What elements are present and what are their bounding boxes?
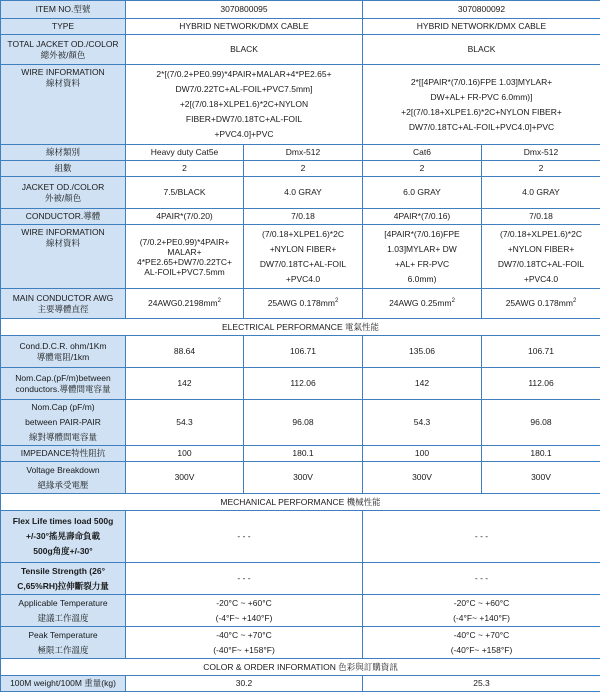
flex-life-label: [1, 511, 126, 563]
voltage-row: [1, 462, 600, 494]
impedance-c3: 100: [363, 446, 482, 462]
peak-temp-label-line: 極限工作溫度: [37, 644, 89, 655]
sub-wire-c4-line: +PVC4.0: [523, 273, 559, 284]
pair-cap-label-line: between PAIR-PAIR: [25, 417, 101, 427]
sub-jacket-c1: 7.5/BLACK: [126, 177, 244, 209]
wire-info-label-zh: 線材資料: [45, 78, 80, 88]
category-c1: Heavy duty Cat5e: [126, 145, 244, 161]
pair-cap-row: [1, 400, 600, 446]
flex-life-label-line: +/-30°搖晃壽命負載: [25, 531, 100, 541]
applicable-temp-col1-line: (-4°F~ +140°F): [215, 612, 273, 623]
groups-c3: 2: [363, 161, 482, 177]
awg-c1-value: 24AWG0.2198mm: [148, 298, 218, 308]
item-no-col2: 3070800092: [363, 1, 600, 19]
applicable-temp-col2-line: (-4°F~ +140°F): [453, 612, 510, 623]
item-no-row: [1, 1, 600, 19]
wire-info-row: [1, 65, 600, 145]
pair-cap-c3: 54.3: [363, 400, 482, 446]
applicable-temp-col1-line: -20°C ~ +60°C: [216, 597, 272, 608]
impedance-c4: 180.1: [482, 446, 600, 462]
peak-temp-col1: [126, 627, 363, 659]
tensile-label-line: C,65%RH)拉伸斷裂力量: [17, 580, 109, 591]
applicable-temp-col2: [363, 595, 600, 627]
tensile-label: [1, 563, 126, 595]
nomcap-c4: 112.06: [482, 368, 600, 400]
wire-info-col2-line: DW7/0.18TC+AL-FOIL+PVC4.0]+PVC: [408, 121, 555, 132]
applicable-temp-label: [1, 595, 126, 627]
conductor-row: [1, 209, 600, 225]
sub-wire-c3-line: +AL+ FR-PVC: [394, 258, 450, 269]
peak-temp-label: [1, 627, 126, 659]
impedance-label: IMPEDANCE特性阻抗: [1, 446, 126, 462]
wire-info-col1-line: +2[(7/0.18+XLPE1.6)*2C+NYLON: [179, 99, 309, 109]
dcr-c4: 106.71: [482, 336, 600, 368]
sub-wire-c4: [482, 225, 600, 289]
dcr-row: [1, 336, 600, 368]
awg-row: [1, 289, 600, 319]
sub-wire-c3-line: 1.03]MYLAR+ DW: [387, 243, 457, 254]
sub-wire-label: [1, 225, 126, 289]
applicable-temp-col2-line: -20°C ~ +60°C: [453, 597, 510, 608]
groups-c1: 2: [126, 161, 244, 177]
jacket-col1: BLACK: [126, 35, 363, 65]
awg-c3-sup: 2: [451, 298, 455, 305]
nomcap-c1: 142: [126, 368, 244, 400]
peak-temp-row: [1, 627, 600, 659]
pair-cap-c1: 54.3: [126, 400, 244, 446]
sub-wire-c2: [244, 225, 363, 289]
order-section-title: COLOR & ORDER INFORMATION 色彩與訂購資訊: [1, 659, 600, 676]
flex-life-label-line: 500g角度+/-30°: [33, 546, 93, 556]
wire-info-col1-line: 2*[(7/0.2+PE0.99)*4PAIR+MALAR+4*PE2.65+: [156, 69, 332, 79]
sub-wire-c2-line: (7/0.18+XLPE1.6)*2C: [262, 228, 344, 239]
conductor-c1: 4PAIR*(7/0.20): [126, 209, 244, 225]
sub-wire-c4-line: (7/0.18+XLPE1.6)*2C: [500, 228, 582, 239]
dcr-c3: 135.06: [363, 336, 482, 368]
awg-c4: [482, 289, 600, 319]
wire-info-col2: [363, 65, 600, 145]
voltage-label-line: 絕緣承受電壓: [37, 479, 89, 490]
flex-life-row: [1, 511, 600, 563]
sub-wire-c2-line: +NYLON FIBER+: [269, 243, 337, 254]
type-col2: HYBRID NETWORK/DMX CABLE: [363, 19, 600, 35]
jacket-label: [1, 35, 126, 65]
sub-wire-label-zh: 線材資料: [45, 238, 80, 248]
pair-cap-label-line: Nom.Cap (pF/m): [31, 402, 95, 412]
groups-label: 組數: [1, 161, 126, 177]
item-no-col1: 3070800095: [126, 1, 363, 19]
type-row: [1, 19, 600, 35]
sub-wire-c3-line: 6.0mm): [407, 273, 437, 284]
sub-jacket-label-zh: 外被/顏色: [44, 192, 82, 203]
sub-wire-c4-line: +NYLON FIBER+: [507, 243, 575, 254]
awg-c2: [244, 289, 363, 319]
order-header-row: [1, 659, 600, 676]
nomcap-label-line: Nom.Cap.(pF/m)between: [15, 372, 111, 383]
sub-wire-c1: [126, 225, 244, 289]
peak-temp-col2: [363, 627, 600, 659]
jacket-row: [1, 35, 600, 65]
awg-c3-value: 24AWG 0.25mm: [389, 298, 452, 308]
dcr-label: [1, 336, 126, 368]
flex-life-col1: - - -: [126, 511, 363, 563]
electrical-section-title: ELECTRICAL PERFORMANCE 電氣性能: [1, 319, 600, 336]
wire-info-col2-line: 2*[[4PAIR*(7/0.16)FPE 1.03]MYLAR+: [410, 76, 553, 87]
wire-info-label: [1, 65, 126, 145]
sub-wire-c1-line: AL-FOIL+PVC7.5mm: [144, 266, 225, 277]
category-c4: Dmx-512: [482, 145, 600, 161]
jacket-label-zh: 總外被/顏色: [40, 49, 86, 60]
applicable-temp-label-line: 建議工作溫度: [37, 612, 89, 623]
wire-info-col1-line: FIBER+DW7/0.18TC+AL-FOIL: [185, 114, 303, 124]
voltage-c4: 300V: [482, 462, 600, 494]
sub-wire-row: [1, 225, 600, 289]
voltage-c3: 300V: [363, 462, 482, 494]
conductor-label: CONDUCTOR.導體: [1, 209, 126, 225]
wire-info-col2-line: DW+AL+ FR-PVC 6.0mm)]: [430, 91, 533, 102]
item-no-label: ITEM NO.型號: [1, 1, 126, 19]
peak-temp-col1-line: -40°C ~ +70°C: [216, 629, 272, 640]
applicable-temp-col1: [126, 595, 363, 627]
pair-cap-label-line: 線對導體間電容量: [28, 432, 97, 442]
awg-c4-value: 25AWG 0.178mm: [505, 298, 573, 308]
sub-wire-c4-line: DW7/0.18TC+AL-FOIL: [497, 258, 585, 269]
awg-label-zh: 主要導體直徑: [37, 303, 89, 314]
sub-wire-label-en: WIRE INFORMATION: [21, 227, 105, 237]
conductor-c2: 7/0.18: [244, 209, 363, 225]
wire-info-col2-line: +2[(7/0.18+XLPE1.6)*2C+NYLON FIBER+: [401, 106, 562, 117]
impedance-c2: 180.1: [244, 446, 363, 462]
dcr-c2: 106.71: [244, 336, 363, 368]
nomcap-c3: 142: [363, 368, 482, 400]
category-c2: Dmx-512: [244, 145, 363, 161]
impedance-c1: 100: [126, 446, 244, 462]
groups-c2: 2: [244, 161, 363, 177]
voltage-c2: 300V: [244, 462, 363, 494]
tensile-col2: - - -: [363, 563, 600, 595]
nomcap-row: [1, 368, 600, 400]
dcr-label-line: 導體電阻/1km: [36, 351, 90, 362]
sub-wire-c2-line: +PVC4.0: [285, 273, 321, 284]
flex-life-label-line: Flex Life times load 500g: [12, 516, 114, 526]
pair-cap-c2: 96.08: [244, 400, 363, 446]
mechanical-header-row: [1, 494, 600, 511]
weight-col2: 25.3: [363, 676, 600, 692]
flex-life-col2: - - -: [363, 511, 600, 563]
awg-label: [1, 289, 126, 319]
awg-c2-value: 25AWG 0.178mm: [267, 298, 335, 308]
sub-jacket-label: [1, 177, 126, 209]
weight-label: 100M weight/100M 重量(kg): [1, 676, 126, 692]
weight-col1: 30.2: [126, 676, 363, 692]
nomcap-label-line: conductors.導體間電容量: [15, 383, 111, 394]
tensile-label-line: Tensile Strength (26°: [20, 565, 105, 576]
jacket-col2: BLACK: [363, 35, 600, 65]
awg-c2-sup: 2: [334, 298, 339, 305]
peak-temp-col2-line: (-40°F~ +158°F): [450, 644, 513, 655]
tensile-row: [1, 563, 600, 595]
wire-info-col1: [126, 65, 363, 145]
awg-c3: [363, 289, 482, 319]
peak-temp-col2-line: -40°C ~ +70°C: [453, 629, 510, 640]
pair-cap-c4: 96.08: [482, 400, 600, 446]
awg-c1-sup: 2: [217, 298, 221, 305]
nomcap-label: [1, 368, 126, 400]
sub-wire-c1-line: MALAR+: [167, 246, 202, 257]
awg-c4-sup: 2: [572, 298, 577, 305]
groups-c4: 2: [482, 161, 600, 177]
wire-info-col1-line: +PVC4.0]+PVC: [214, 129, 274, 139]
sub-jacket-c3: 6.0 GRAY: [363, 177, 482, 209]
conductor-c3: 4PAIR*(7/0.16): [363, 209, 482, 225]
tensile-col1: - - -: [126, 563, 363, 595]
voltage-label: [1, 462, 126, 494]
sub-jacket-label-en: JACKET OD./COLOR: [21, 181, 105, 192]
conductor-c4: 7/0.18: [482, 209, 600, 225]
sub-jacket-row: [1, 177, 600, 209]
sub-wire-c3-line: [4PAIR*(7/0.16)FPE: [384, 228, 460, 239]
weight-row: [1, 676, 600, 692]
awg-label-en: MAIN CONDUCTOR AWG: [12, 292, 114, 303]
peak-temp-col1-line: (-40°F~ +158°F): [213, 644, 275, 655]
mechanical-section-title: MECHANICAL PERFORMANCE 機械性能: [1, 494, 600, 511]
category-label: 線材類別: [1, 145, 126, 161]
wire-info-col1-line: DW7/0.22TC+AL-FOIL+PVC7.5mm]: [175, 84, 313, 94]
type-label: TYPE: [1, 19, 126, 35]
dcr-c1: 88.64: [126, 336, 244, 368]
sub-wire-c2-line: DW7/0.18TC+AL-FOIL: [259, 258, 347, 269]
impedance-row: [1, 446, 600, 462]
jacket-label-en: TOTAL JACKET OD./COLOR: [7, 38, 119, 49]
category-c3: Cat6: [363, 145, 482, 161]
electrical-header-row: [1, 319, 600, 336]
nomcap-c2: 112.06: [244, 368, 363, 400]
dcr-label-line: Cond.D.C.R. ohm/1Km: [19, 340, 107, 351]
sub-jacket-c4: 4.0 GRAY: [482, 177, 600, 209]
peak-temp-label-line: Peak Temperature: [28, 629, 98, 640]
groups-row: [1, 161, 600, 177]
voltage-c1: 300V: [126, 462, 244, 494]
applicable-temp-label-line: Applicable Temperature: [18, 597, 108, 608]
wire-info-label-en: WIRE INFORMATION: [21, 67, 105, 77]
sub-wire-c1-line: (7/0.2+PE0.99)*4PAIR+: [139, 236, 230, 247]
pair-cap-label: [1, 400, 126, 446]
applicable-temp-row: [1, 595, 600, 627]
sub-jacket-c2: 4.0 GRAY: [244, 177, 363, 209]
sub-wire-c3: [363, 225, 482, 289]
category-row: [1, 145, 600, 161]
voltage-label-line: Voltage Breakdown: [26, 464, 100, 475]
type-col1: HYBRID NETWORK/DMX CABLE: [126, 19, 363, 35]
sub-wire-c1-line: 4*PE2.65+DW7/0.22TC+: [137, 256, 232, 267]
awg-c1: [126, 289, 244, 319]
